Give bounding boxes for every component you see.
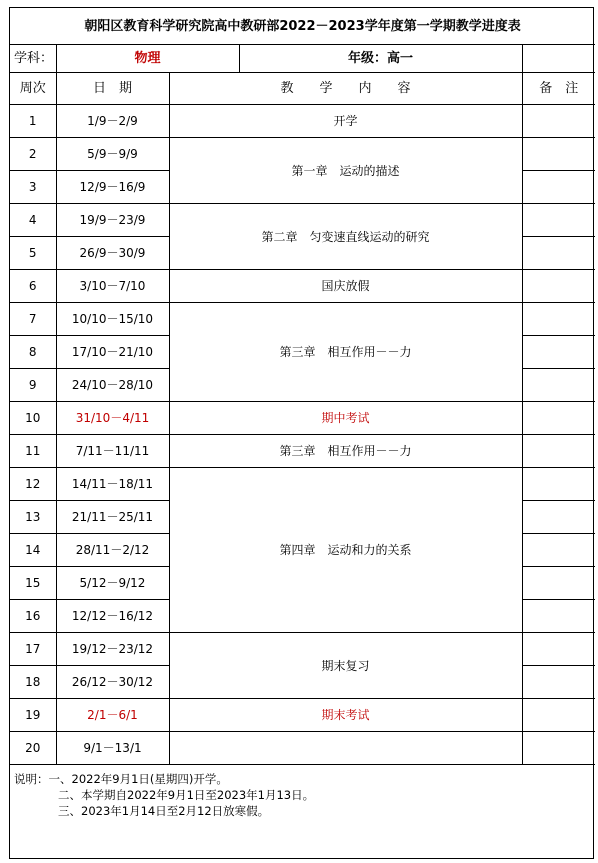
date-cell: 3/10－7/10	[56, 270, 169, 303]
week-cell: 17	[10, 633, 56, 666]
date-cell: 5/12－9/12	[56, 567, 169, 600]
notes-cell	[522, 402, 595, 435]
week-cell: 3	[10, 171, 56, 204]
table-row	[10, 435, 595, 468]
notes-section	[10, 771, 593, 819]
table-row	[10, 138, 595, 171]
table-row	[10, 732, 595, 765]
week-cell: 7	[10, 303, 56, 336]
header-notes: 备 注	[522, 73, 595, 105]
week-cell: 8	[10, 336, 56, 369]
week-cell: 4	[10, 204, 56, 237]
date-cell: 21/11－25/11	[56, 501, 169, 534]
table-row	[10, 633, 595, 666]
date-cell: 1/9－2/9	[56, 105, 169, 138]
content-cell: 期末考试	[169, 699, 522, 732]
week-cell: 9	[10, 369, 56, 402]
notes-cell	[522, 699, 595, 732]
header-date: 日 期	[56, 73, 169, 105]
week-cell: 20	[10, 732, 56, 765]
grade-label: 年级：高一	[239, 45, 522, 73]
date-cell: 19/12－23/12	[56, 633, 169, 666]
content-cell: 第三章 相互作用－－力	[169, 303, 522, 402]
notes-cell	[522, 270, 595, 303]
notes-cell	[522, 534, 595, 567]
content-cell	[169, 732, 522, 765]
table-row	[10, 699, 595, 732]
date-cell: 19/9－23/9	[56, 204, 169, 237]
week-cell: 5	[10, 237, 56, 270]
notes-cell	[522, 633, 595, 666]
notes-cell	[522, 501, 595, 534]
schedule-sheet	[9, 7, 594, 859]
table-row	[10, 204, 595, 237]
content-cell: 期中考试	[169, 402, 522, 435]
page-title: 朝阳区教育科学研究院高中教研部2022－2023学年度第一学期教学进度表	[10, 8, 595, 45]
week-cell: 14	[10, 534, 56, 567]
content-cell: 第二章 匀变速直线运动的研究	[169, 204, 522, 270]
date-cell: 12/12－16/12	[56, 600, 169, 633]
notes-cell	[522, 666, 595, 699]
notes-cell	[522, 369, 595, 402]
notes-cell	[522, 468, 595, 501]
meta-blank-cell	[522, 45, 595, 73]
week-cell: 16	[10, 600, 56, 633]
date-cell: 17/10－21/10	[56, 336, 169, 369]
notes-cell	[522, 435, 595, 468]
notes-cell	[522, 138, 595, 171]
table-row	[10, 468, 595, 501]
table-row	[10, 270, 595, 303]
date-cell: 26/9－30/9	[56, 237, 169, 270]
week-cell: 1	[10, 105, 56, 138]
date-cell: 24/10－28/10	[56, 369, 169, 402]
notes-cell	[522, 237, 595, 270]
week-cell: 18	[10, 666, 56, 699]
date-cell: 26/12－30/12	[56, 666, 169, 699]
note-line-1: 说明：一、2022年9月1日(星期四)开学。	[14, 772, 228, 786]
date-cell: 12/9－16/9	[56, 171, 169, 204]
content-cell: 第三章 相互作用－－力	[169, 435, 522, 468]
notes-cell	[522, 732, 595, 765]
week-cell: 6	[10, 270, 56, 303]
date-cell: 7/11－11/11	[56, 435, 169, 468]
week-cell: 10	[10, 402, 56, 435]
notes-cell	[522, 204, 595, 237]
week-cell: 13	[10, 501, 56, 534]
date-cell: 9/1－13/1	[56, 732, 169, 765]
date-cell: 28/11－2/12	[56, 534, 169, 567]
subject-value: 物理	[56, 45, 239, 73]
header-content: 教 学 内 容	[169, 73, 522, 105]
table-row	[10, 303, 595, 336]
subject-label: 学科：	[10, 45, 56, 73]
table-row	[10, 105, 595, 138]
week-cell: 15	[10, 567, 56, 600]
date-cell: 2/1－6/1	[56, 699, 169, 732]
notes-cell	[522, 303, 595, 336]
content-cell: 第四章 运动和力的关系	[169, 468, 522, 633]
date-cell: 31/10－4/11	[56, 402, 169, 435]
date-cell: 14/11－18/11	[56, 468, 169, 501]
content-cell: 国庆放假	[169, 270, 522, 303]
content-cell: 开学	[169, 105, 522, 138]
content-cell: 期末复习	[169, 633, 522, 699]
week-cell: 12	[10, 468, 56, 501]
notes-cell	[522, 105, 595, 138]
notes-cell	[522, 567, 595, 600]
notes-cell	[522, 600, 595, 633]
table-row	[10, 402, 595, 435]
header-week: 周次	[10, 73, 56, 105]
content-cell: 第一章 运动的描述	[169, 138, 522, 204]
note-line-2: 二、本学期自2022年9月1日至2023年1月13日。	[58, 788, 315, 802]
note-line-3: 三、2023年1月14日至2月12日放寒假。	[58, 804, 270, 818]
notes-cell	[522, 171, 595, 204]
date-cell: 10/10－15/10	[56, 303, 169, 336]
week-cell: 2	[10, 138, 56, 171]
week-cell: 19	[10, 699, 56, 732]
week-cell: 11	[10, 435, 56, 468]
schedule-table	[10, 8, 595, 765]
notes-cell	[522, 336, 595, 369]
date-cell: 5/9－9/9	[56, 138, 169, 171]
